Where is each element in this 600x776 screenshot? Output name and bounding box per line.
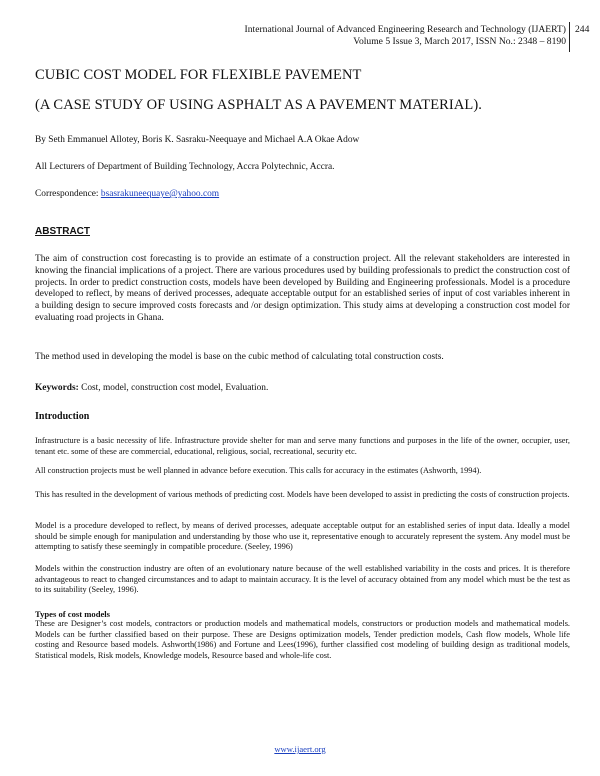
types-of-cost-models-paragraph: These are Designer’s cost models, contractors or production models and mathematical models, constructors or production models and mathematical models. Models can be further classified based on their purpose. These are Designs optimization models, Tender prediction models, Cash flow models, Whole life costing and Resource based models. Ashworth(1986) and Fortune and Lees(1996), further classified cost modeling of building design as traditional models, Statistical models, Risk models, Knowledge models, Resource based and whole-life cost.	[35, 619, 570, 660]
types-of-cost-models-heading: Types of cost models	[35, 609, 111, 619]
page-header	[0, 22, 600, 62]
page-number: 244	[575, 24, 590, 35]
keywords	[35, 383, 570, 395]
abstract-heading: ABSTRACT	[35, 226, 90, 237]
abstract-paragraph-1: The aim of construction cost forecasting is to provide an estimate of a construction project. All the relevant stakeholders are interested in knowing the financial implications of a project. There are various procedures used by building professionals to predict the construction cost of projects. In order to predict construction costs, models have been developed by Building and Engineering professionals. Model is a procedure developed to reflect, by means of derived processes, adequate acceptable output for an established series of input of cost variables inherent in a building design to secure improved costs forecasts and /or design optimization. This study aims at developing a construction cost model for evaluating road projects in Ghana.	[35, 254, 570, 323]
correspondence-email-link[interactable]: bsasrakuneequaye@yahoo.com	[100, 189, 220, 199]
abstract-paragraph-2: The method used in developing the model is base on the cubic method of calculating total construction costs.	[35, 352, 444, 362]
introduction-paragraph-1: Infrastructure is a basic necessity of life. Infrastructure provide shelter for man and serve many functions and purposes in the life of the owner, occupier, user, tenant etc. some of these are commercial, educational, religious, social, recreational, security etc.	[35, 436, 570, 456]
correspondence	[35, 189, 570, 201]
footer-website-link[interactable]: www.ijaert.org	[274, 744, 326, 754]
keywords-label: Keywords:	[35, 383, 79, 393]
header-divider	[569, 22, 570, 52]
correspondence-label: Correspondence:	[35, 189, 101, 199]
affiliation: All Lecturers of Department of Building Technology, Accra Polytechnic, Accra.	[35, 162, 335, 172]
introduction-paragraph-5: Models within the construction industry are often of an evolutionary nature because of the well established variability in the costs and prices. It is therefore advantageous to react to changed circumstances and to adapt to maintain accuracy. It is the level of accuracy obtained from any model which must be the test as to its suitability (Seeley, 1996).	[35, 564, 570, 595]
page-footer	[0, 744, 600, 754]
introduction-heading: Introduction	[35, 411, 90, 422]
journal-name: International Journal of Advanced Engineering Research and Technology (IJAERT)	[244, 24, 566, 35]
journal-header	[146, 24, 566, 48]
paper-title-line-2: (A CASE STUDY OF USING ASPHALT AS A PAVEMENT MATERIAL).	[35, 97, 483, 113]
journal-issue: Volume 5 Issue 3, March 2017, ISSN No.: 2348 – 8190	[353, 36, 566, 47]
keywords-text: Cost, model, construction cost model, Evaluation.	[78, 383, 269, 393]
authors: By Seth Emmanuel Allotey, Boris K. Sasraku-Neequaye and Michael A.A Okae Adow	[35, 135, 360, 145]
paper-title-line-1: CUBIC COST MODEL FOR FLEXIBLE PAVEMENT	[35, 67, 362, 83]
introduction-paragraph-4: Model is a procedure developed to reflect, by means of derived processes, adequate acceptable output for an established series of input data. Ideally a model should be simple enough for manipulation and understanding by those who use it, representative enough to accurately represent the system. Any model must be attempting to satisfy these seemingly in compatible procedure. (Seeley, 1996)	[35, 521, 570, 552]
introduction-paragraph-2: All construction projects must be well planned in advance before execution. This calls for accuracy in the estimates (Ashworth, 1994).	[35, 466, 482, 475]
introduction-paragraph-3: This has resulted in the development of various methods of predicting cost. Models have been developed to assist in predicting the costs of construction projects.	[35, 490, 570, 499]
